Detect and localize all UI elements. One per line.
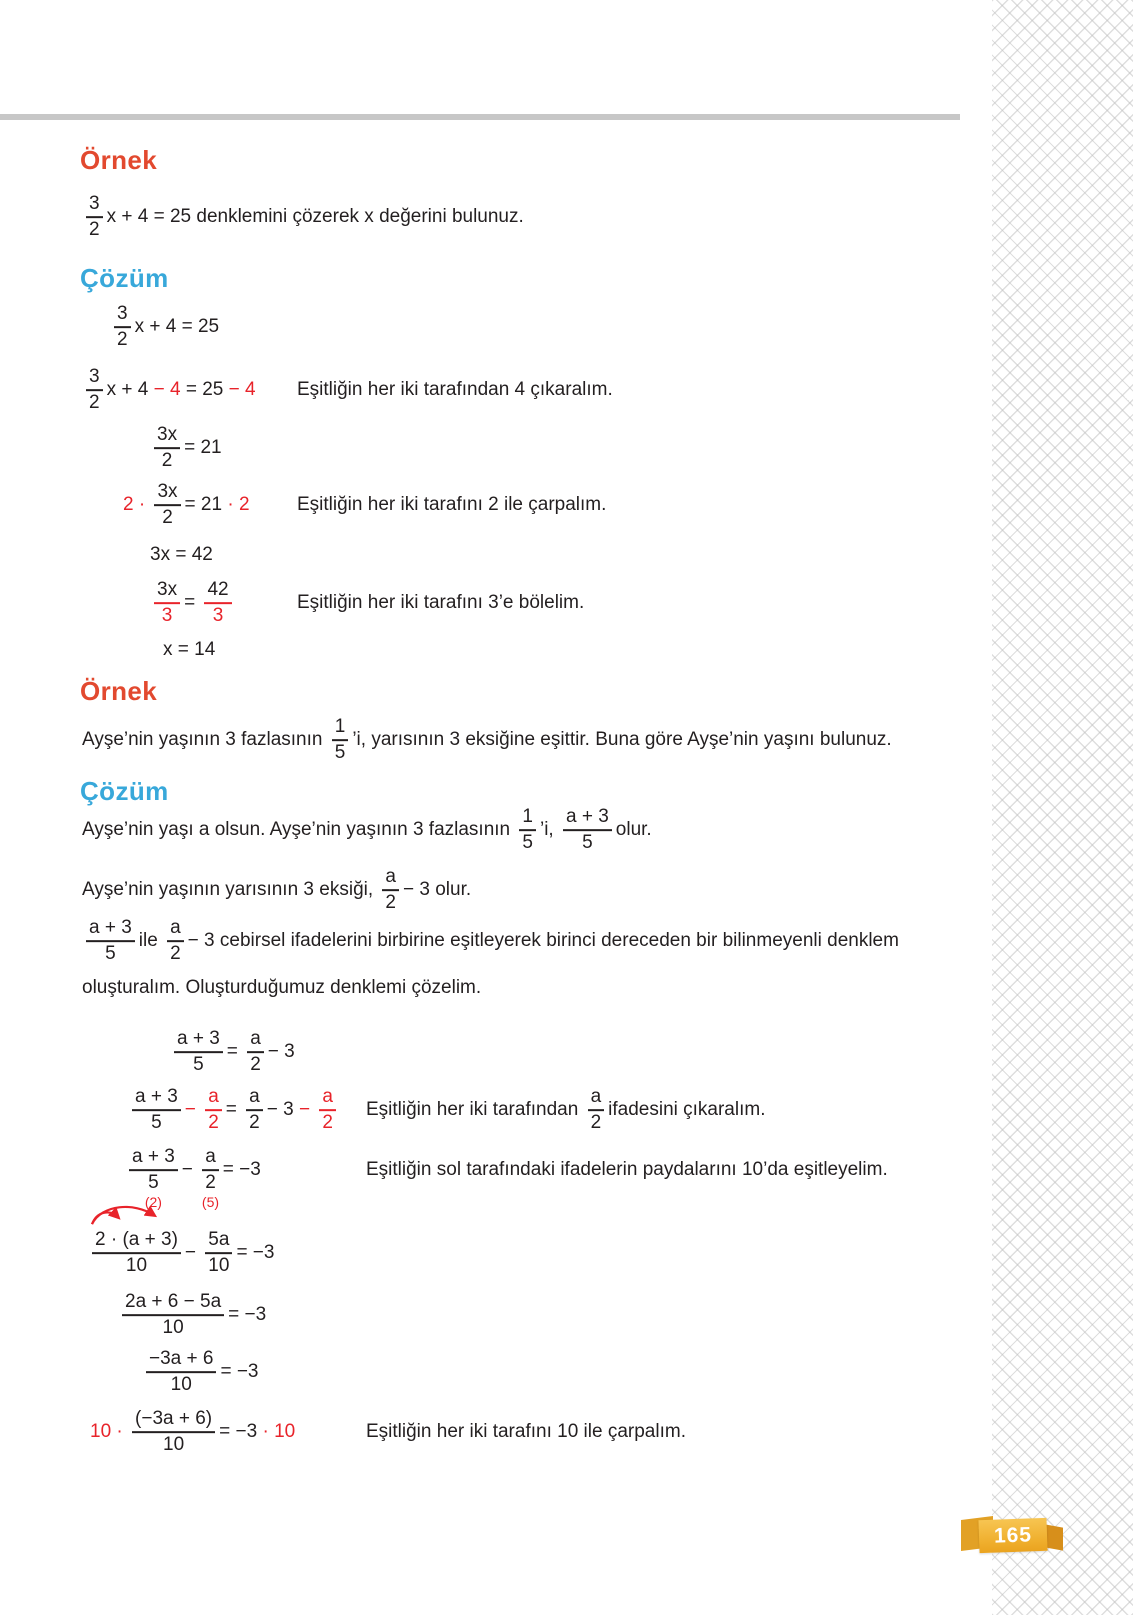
- fraction-denominator: 2: [385, 892, 396, 913]
- fraction: [129, 1146, 178, 1210]
- fraction: [563, 806, 612, 854]
- fraction-denominator: 5: [151, 1112, 162, 1133]
- equation-text: = −3: [222, 1159, 261, 1181]
- fraction: [86, 193, 103, 241]
- equals-sign: =: [226, 1041, 238, 1063]
- equation-step: 3x = 42: [150, 544, 213, 566]
- solution-text: − 3 cebirsel ifadelerini birbirine eşitleyerek birinci dereceden bir bilinmeyenli denklem: [187, 930, 899, 952]
- fraction: [132, 1408, 215, 1456]
- fraction-denominator: 2: [590, 1112, 602, 1133]
- fraction: [201, 1146, 220, 1210]
- fraction-denominator: 2: [89, 392, 100, 413]
- fraction-denominator: 2: [250, 1054, 261, 1075]
- fraction-numerator: 42: [204, 579, 231, 604]
- fraction-numerator: 2 · (a + 3): [92, 1229, 181, 1254]
- equals-sign: =: [184, 592, 196, 614]
- fraction-numerator: 1: [519, 806, 536, 831]
- equation-text: = −3: [236, 1242, 275, 1264]
- annotation-text: Eşitliğin her iki tarafından: [366, 1099, 579, 1121]
- equation-text: = 21: [184, 494, 223, 516]
- equation-text: x + 4: [134, 316, 177, 338]
- solution-text: ile: [138, 930, 158, 952]
- ribbon-right-fold: [1045, 1524, 1063, 1550]
- multiplier-term: · 10: [262, 1421, 296, 1443]
- equation-text: − 3: [267, 1041, 295, 1063]
- fraction-denominator: 3: [161, 605, 173, 626]
- equation-step: [150, 579, 236, 627]
- fraction-numerator: a + 3: [132, 1086, 181, 1111]
- fraction: [86, 366, 103, 414]
- step-annotation: Eşitliğin her iki tarafından 4 çıkaralım.: [297, 379, 613, 401]
- fraction-denominator: 5: [334, 742, 346, 763]
- fraction: [382, 866, 399, 914]
- solution-text: Ayşe’nin yaşı a olsun. Ayşe’nin yaşının 3 fazlasının: [82, 819, 511, 841]
- problem-text: denklemini çözerek x değerini bulunuz.: [196, 206, 524, 228]
- fraction: [588, 1086, 605, 1134]
- fraction-denominator: 2: [162, 507, 173, 528]
- fraction-numerator: a: [202, 1146, 219, 1171]
- fraction-numerator: 3: [86, 193, 103, 218]
- subtracted-term: −: [298, 1099, 311, 1121]
- fraction-denominator: 5: [582, 832, 593, 853]
- fraction-numerator: 3x: [154, 579, 180, 604]
- fraction-denominator: 10: [162, 1317, 184, 1338]
- subtracted-term: −: [184, 1099, 196, 1121]
- subtracted-term: − 4: [228, 379, 256, 401]
- equation-step: [128, 1086, 340, 1134]
- fraction-numerator: a: [246, 1086, 263, 1111]
- top-divider: [0, 114, 960, 120]
- example2-heading: Örnek: [80, 676, 158, 706]
- fraction-denominator: 2: [89, 219, 100, 240]
- equation-text: − 3: [266, 1099, 294, 1121]
- equation-step: [82, 366, 256, 414]
- fraction-numerator: a: [167, 917, 184, 942]
- solution-text: Ayşe’nin yaşının yarısının 3 eksiği,: [82, 879, 374, 901]
- fraction-numerator: (−3a + 6): [132, 1408, 215, 1433]
- fraction: [114, 303, 131, 351]
- multiplier-term: · 2: [227, 494, 250, 516]
- example2-problem: [82, 716, 892, 764]
- fraction-denominator: 2: [117, 329, 128, 350]
- fraction: [132, 1086, 181, 1134]
- fraction-numerator: 3: [86, 366, 103, 391]
- fraction: [204, 579, 231, 627]
- equation-text: = 25: [181, 316, 220, 338]
- fraction-denominator: 5: [193, 1054, 204, 1075]
- fraction-denominator: 10: [170, 1374, 192, 1395]
- step-annotation: Eşitliğin her iki tarafını 2 ile çarpalım.: [297, 494, 607, 516]
- fraction-denominator: 3: [212, 605, 224, 626]
- fraction: [319, 1086, 336, 1134]
- fraction-denominator: 10: [163, 1434, 185, 1455]
- fraction: [146, 1348, 216, 1396]
- solution-text: olur.: [615, 819, 652, 841]
- fraction-denominator: 10: [208, 1255, 230, 1276]
- equation-step: [110, 303, 219, 351]
- fraction: [246, 1086, 263, 1134]
- fraction: [154, 579, 180, 627]
- fraction-numerator: a + 3: [174, 1028, 223, 1053]
- fraction-denominator: 2: [205, 1172, 216, 1193]
- solution-paragraph: [82, 917, 899, 965]
- lcm-hint: (5): [201, 1193, 220, 1210]
- fraction-numerator: a + 3: [86, 917, 135, 942]
- fraction-numerator: a: [319, 1086, 336, 1111]
- fraction: [154, 481, 180, 529]
- example1-solution-heading: Çözüm: [80, 263, 169, 293]
- equation-step: [118, 1291, 266, 1339]
- fraction-numerator: a: [588, 1086, 605, 1111]
- equation-text: = −3: [219, 1421, 258, 1443]
- ribbon-face: [978, 1518, 1047, 1553]
- annotation-text: ifadesini çıkaralım.: [608, 1099, 766, 1121]
- fraction-denominator: 10: [125, 1255, 148, 1276]
- problem-text: ’i, yarısının 3 eksiğine eşittir. Buna göre Ayşe’nin yaşını bulunuz.: [352, 729, 892, 751]
- fraction-numerator: a: [205, 1086, 222, 1111]
- equation-step: [88, 1229, 274, 1277]
- multiply-arrows-icon: [84, 1202, 172, 1227]
- step-annotation: Eşitliğin her iki tarafını 3’e bölelim.: [297, 592, 585, 614]
- equation-text: x + 4: [106, 379, 149, 401]
- fraction-numerator: 3x: [154, 424, 180, 449]
- fraction: [122, 1291, 224, 1339]
- equation-step: [90, 1408, 295, 1456]
- fraction-numerator: a: [247, 1028, 264, 1053]
- step-annotation: [366, 1086, 765, 1134]
- equation-step: [125, 1146, 261, 1210]
- equation-text: x + 4 = 25: [106, 206, 192, 228]
- problem-text: Ayşe’nin yaşının 3 fazlasının: [82, 729, 323, 751]
- fraction-numerator: 1: [332, 716, 349, 741]
- fraction-numerator: 2a + 6 − 5a: [122, 1291, 224, 1316]
- equation-step: [123, 481, 250, 529]
- fraction: [205, 1086, 222, 1134]
- minus-sign: −: [184, 1242, 197, 1264]
- fraction: [86, 917, 135, 965]
- fraction: [92, 1229, 181, 1277]
- equation-text: = 21: [184, 437, 222, 459]
- multiplier-term: 2 ·: [123, 494, 146, 516]
- fraction-numerator: 5a: [205, 1229, 232, 1254]
- right-margin-pattern: [992, 0, 1133, 1615]
- fraction-numerator: −3a + 6: [146, 1348, 216, 1373]
- fraction-numerator: 3: [114, 303, 131, 328]
- example1-problem: [82, 193, 524, 241]
- fraction: [154, 424, 180, 472]
- equals-sign: =: [225, 1099, 237, 1121]
- fraction: [332, 716, 349, 764]
- equation-step: [142, 1348, 259, 1396]
- solution-paragraph: [82, 806, 652, 854]
- page-number: 165: [993, 1522, 1033, 1548]
- minus-sign: −: [181, 1159, 193, 1181]
- solution-paragraph: oluşturalım. Oluşturduğumuz denklemi çözelim.: [82, 977, 482, 999]
- fraction: [174, 1028, 223, 1076]
- fraction-denominator: 2: [170, 943, 181, 964]
- fraction-numerator: a + 3: [563, 806, 612, 831]
- fraction-denominator: 2: [161, 450, 173, 471]
- solution-text: − 3 olur.: [403, 879, 472, 901]
- equation-step: [170, 1028, 295, 1076]
- example1-heading: Örnek: [80, 145, 158, 175]
- fraction: [205, 1229, 232, 1277]
- fraction: [519, 806, 536, 854]
- fraction-denominator: 5: [105, 943, 116, 964]
- equation-step: [150, 424, 222, 472]
- fraction: [167, 917, 184, 965]
- fraction: [247, 1028, 264, 1076]
- step-annotation: Eşitliğin sol tarafındaki ifadelerin paydalarını 10’da eşitleyelim.: [366, 1159, 888, 1181]
- equation-step: x = 14: [163, 639, 216, 661]
- fraction-denominator: 2: [208, 1112, 219, 1133]
- equation-text: = −3: [220, 1361, 259, 1383]
- fraction-denominator: 5: [522, 832, 533, 853]
- fraction-numerator: a: [382, 866, 399, 891]
- fraction-denominator: 5: [148, 1172, 159, 1193]
- subtracted-term: − 4: [153, 379, 181, 401]
- step-annotation: Eşitliğin her iki tarafını 10 ile çarpalım.: [366, 1421, 686, 1443]
- fraction-numerator: 3x: [154, 481, 180, 506]
- fraction-denominator: 2: [249, 1112, 260, 1133]
- lcm-hint: (2): [144, 1193, 162, 1210]
- page-number-ribbon: [961, 1517, 1063, 1555]
- solution-paragraph: [82, 866, 471, 914]
- example2-solution-heading: Çözüm: [80, 776, 169, 806]
- equation-text: = 25: [185, 379, 224, 401]
- solution-text: ’i,: [539, 819, 554, 841]
- fraction-numerator: a + 3: [129, 1146, 178, 1171]
- equation-text: = −3: [228, 1304, 267, 1326]
- multiplier-term: 10 ·: [90, 1421, 123, 1443]
- fraction-denominator: 2: [322, 1112, 333, 1133]
